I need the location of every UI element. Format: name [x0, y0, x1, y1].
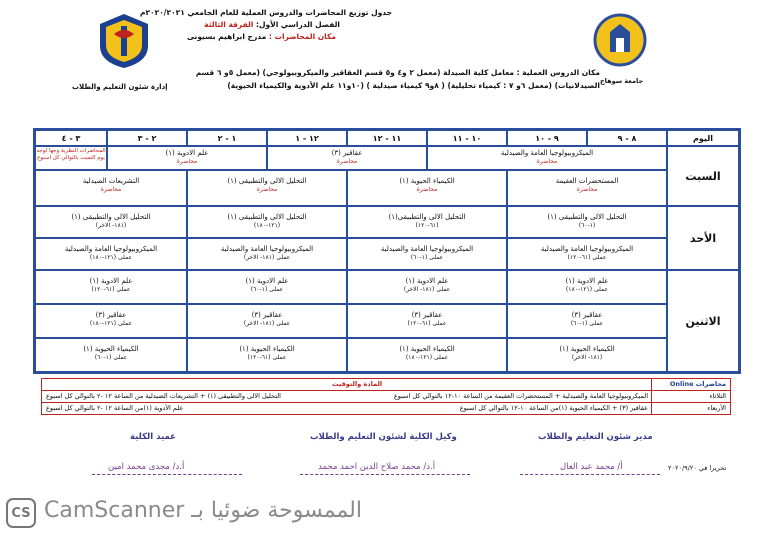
mon-slot-11: [187, 338, 347, 372]
online-header: المادة والتوقيت: [332, 380, 383, 388]
header-8-9: ٨ - ٩: [587, 130, 667, 146]
subject-title: الكيمياء الحيوية (١): [239, 345, 295, 353]
subject-group: (١-٦٠): [578, 222, 596, 229]
sat-slot-3: [107, 146, 267, 170]
mon-slot-2: [347, 270, 507, 304]
subject-group: عملى (١-٦٠): [250, 286, 284, 293]
sun-slot-6: [347, 238, 507, 270]
camscanner-logo-text: CS: [11, 505, 31, 521]
subject-title: التحليل الالى والتطبيقى (١): [227, 213, 307, 221]
mon-slot-5: [507, 304, 667, 338]
subject-group: عملى (١٢١-١٨٠): [405, 354, 449, 361]
subject-title: الميكروبيولوجيا العامة والصيدلية: [220, 245, 314, 253]
subject-title: المستحضرات العقيمة: [555, 177, 619, 185]
subject-group: عملى (١٨١- الاخر): [243, 320, 291, 327]
subject-group: عملى (٦١-١٢٠): [91, 286, 131, 293]
header-1-2: ١ - ٢: [187, 130, 267, 146]
lecture-place-line: [187, 32, 336, 42]
vice-sign-line: [300, 474, 470, 475]
subject-group: عملى (١٢١-١٨٠): [565, 286, 609, 293]
sat-slot-6: [187, 170, 347, 206]
sun-slot-5: [507, 238, 667, 270]
day-monday: الاثنين: [667, 270, 739, 372]
sun-slot-8: [35, 238, 187, 270]
day-saturday: السبت: [667, 146, 739, 206]
subject-title: عقاقير (٣): [331, 149, 363, 157]
subject-title: الكيمياء الحيوية (١): [559, 345, 615, 353]
subject-type: محاضرة: [100, 186, 122, 193]
subject-title: علم الادوية (١): [405, 277, 449, 285]
subject-title: التحليل الالى والتطبيقى(١): [388, 213, 466, 221]
header-3-4: ٣ - ٤: [35, 130, 107, 146]
subject-group: عملى (١٢١-١٨٠): [89, 320, 133, 327]
subject-title: الكيمياء الحيوية (١): [399, 345, 455, 353]
subject-group: عملى (١-٦٠): [410, 254, 444, 261]
online-title-prefix: محاضرات: [695, 380, 726, 388]
subject-title: التحليل الالى والتطبيقى (١): [547, 213, 627, 221]
subject-title: عقاقير (٣): [571, 311, 603, 319]
director-title: مدير شئون التعليم والطلاب: [538, 432, 653, 442]
mon-slot-12: [35, 338, 187, 372]
sat-slot-5: [347, 170, 507, 206]
subject-title: الميكروبيولوجيا العامة والصيدلية: [500, 149, 594, 157]
header-9-10: ٩ - ١٠: [507, 130, 587, 146]
dept-name: إدارة شئون التعليم والطلاب: [72, 83, 168, 91]
header-2-3: ٢ - ٣: [107, 130, 187, 146]
subject-group: عملى (٦١-١٢٠): [247, 354, 287, 361]
header-10-11: ١٠ - ١١: [427, 130, 507, 146]
subject-group: (١٢١-١٨٠): [253, 222, 281, 229]
subject-title: عقاقير (٣): [251, 311, 283, 319]
subject-type: محاضرة: [336, 158, 358, 165]
faculty-logo-icon: [96, 12, 152, 70]
online-title-en: Online: [669, 380, 694, 388]
director-sign-line: [520, 474, 660, 475]
university-logo-icon: [592, 12, 648, 70]
sun-slot-4: [35, 206, 187, 238]
sat-slot-7: [35, 170, 187, 206]
online-col-divider: [651, 379, 652, 414]
left-logo: [592, 12, 648, 70]
year-level: الفرقة الثالثة: [204, 20, 254, 29]
subject-group: عملى (١٨١- الاخر): [403, 286, 451, 293]
online-wed-right: عقاقير (٣) + الكيمياء الحيوية (١)من الساعة ١٠-١٢ بالتوالي كل اسبوع: [459, 404, 648, 412]
online-title: [670, 380, 726, 388]
lecture-place-label: مكان المحاضرات :: [268, 32, 336, 41]
sun-slot-1: [507, 206, 667, 238]
mon-slot-1: [507, 270, 667, 304]
subject-group: (١٨١- الاخر): [95, 222, 127, 229]
subject-title: التحليل الالى والتطبيقى (١): [227, 177, 307, 185]
subject-title: عقاقير (٣): [95, 311, 127, 319]
sat-slot-2: [267, 146, 427, 170]
mon-slot-6: [347, 304, 507, 338]
online-tuesday: الثلاثاء: [709, 392, 726, 400]
director-name: أ/ محمد عبد العال: [560, 462, 623, 472]
subject-title: الميكروبيولوجيا العامة والصيدلية: [380, 245, 474, 253]
subject-group: عملى (١-٦٠): [94, 354, 128, 361]
semester-label: الفصل الدراسي الأول:: [256, 20, 340, 29]
sun-slot-7: [187, 238, 347, 270]
mon-slot-7: [187, 304, 347, 338]
subject-title: علم الادوية (١): [165, 149, 209, 157]
subject-group: عملى (١٨١- الاخر): [243, 254, 291, 261]
subject-title: الكيمياء الحيوية (١): [399, 177, 455, 185]
dean-title: عميد الكلية: [130, 432, 176, 442]
subject-title: الميكروبيولوجيا العامة والصيدلية: [64, 245, 158, 253]
sat-note-text: المحاضرات النظرية وجها لوجه يوم السبت بالتوالي كل اسبوع: [36, 148, 106, 161]
subject-title: التشريعات الصيدلية: [82, 177, 140, 185]
subject-type: محاضرة: [576, 186, 598, 193]
lab-place-line: مكان الدروس العملية : معامل كلية الصيدلة (معمل ٢ و٤ و٥ قسم العقاقير والميكروبيولوجي) (معمل ٥و ٦ قسم: [195, 68, 600, 77]
header-day: اليوم: [667, 130, 739, 146]
sat-slot-4: [507, 170, 667, 206]
mon-slot-10: [347, 338, 507, 372]
subject-title: علم الادوية (١): [245, 277, 289, 285]
subject-group: عملى (١٢١-١٨٠): [89, 254, 133, 261]
sat-slot-1: [427, 146, 667, 170]
mon-slot-8: [35, 304, 187, 338]
subject-type: محاضرة: [176, 158, 198, 165]
subject-title: الميكروبيولوجيا العامة والصيدلية: [540, 245, 634, 253]
university-name: جامعة سوهاج: [600, 77, 644, 85]
subject-group: عملى (١-٦٠): [570, 320, 604, 327]
online-divider-2: [42, 402, 730, 403]
sun-slot-3: [187, 206, 347, 238]
subject-title: علم الادوية (١): [565, 277, 609, 285]
issue-date: تحريرا في ٢٠٢٠/٩/٢٠: [668, 464, 727, 472]
semester-line: [204, 20, 340, 30]
sun-slot-2: [347, 206, 507, 238]
online-divider: [42, 390, 730, 391]
header-12-1: ١٢ - ١: [267, 130, 347, 146]
lab-place-line-2: الصيدلانيات) (معمل ٦و ٧ : كيمياء تحليلية) ( ٨و٩ كيمياء صيدلية ) (١٠و١١ علم الأدوية والكيمياء الحيوية): [227, 81, 600, 90]
right-logo: [96, 12, 152, 70]
mon-slot-4: [35, 270, 187, 304]
header-11-12: ١١ - ١٢: [347, 130, 427, 146]
lecture-place: مدرج ابراهيم بسيونى: [186, 32, 267, 41]
subject-group: عملى (٦١-١٢٠): [567, 254, 607, 261]
mon-slot-3: [187, 270, 347, 304]
sat-note: [35, 146, 107, 170]
vice-dean-name: أ.د/ محمد صلاح الدين احمد محمد: [318, 462, 436, 472]
online-tue-left: التحليل الالى والتطبيقى (١) + التشريعات الصيدلية من الساعة ١٢ -٢ بالتوالي كل اسبوع: [46, 392, 281, 400]
camscanner-logo: [6, 498, 36, 528]
subject-type: محاضرة: [416, 186, 438, 193]
subject-group: (٦١-١٢٠): [415, 222, 439, 229]
subject-title: علم الادوية (١): [89, 277, 133, 285]
online-lectures-table: [41, 378, 731, 415]
online-wed-left: علم الأدوية (١)من الساعة ١٢ -٢ بالتوالي كل اسبوع: [46, 404, 184, 412]
dean-name: أ.د/ مجدى محمد امين: [108, 462, 185, 472]
subject-title: الكيمياء الحيوية (١): [83, 345, 139, 353]
day-sunday: الأحد: [667, 206, 739, 270]
dean-sign-line: [92, 474, 242, 475]
subject-type: محاضرة: [536, 158, 558, 165]
subject-title: التحليل الالى والتطبيقى (١): [71, 213, 151, 221]
mon-slot-9: [507, 338, 667, 372]
vice-dean-title: وكيل الكلية لشئون التعليم والطلاب: [310, 432, 457, 442]
subject-group: (١٨١- الاخر): [571, 354, 603, 361]
subject-group: عملى (٦١-١٢٠): [407, 320, 447, 327]
schedule-table: [33, 128, 741, 374]
online-wednesday: الأربعاء: [707, 404, 726, 412]
subject-type: محاضرة: [256, 186, 278, 193]
online-tue-right: الميكروبيولوجيا العامة والصيدلية + المستحضرات العقيمة من الساعة ١٠-١٢ بالتوالي كل اسبوع: [393, 392, 648, 400]
subject-title: عقاقير (٣): [411, 311, 443, 319]
watermark-text: الممسوحة ضوئيا بـ CamScanner: [44, 498, 362, 523]
header-title: جدول توزيع المحاضرات والدروس العملية للعام الجامعي ٢٠٢٠/٢٠٢١م: [139, 8, 392, 17]
